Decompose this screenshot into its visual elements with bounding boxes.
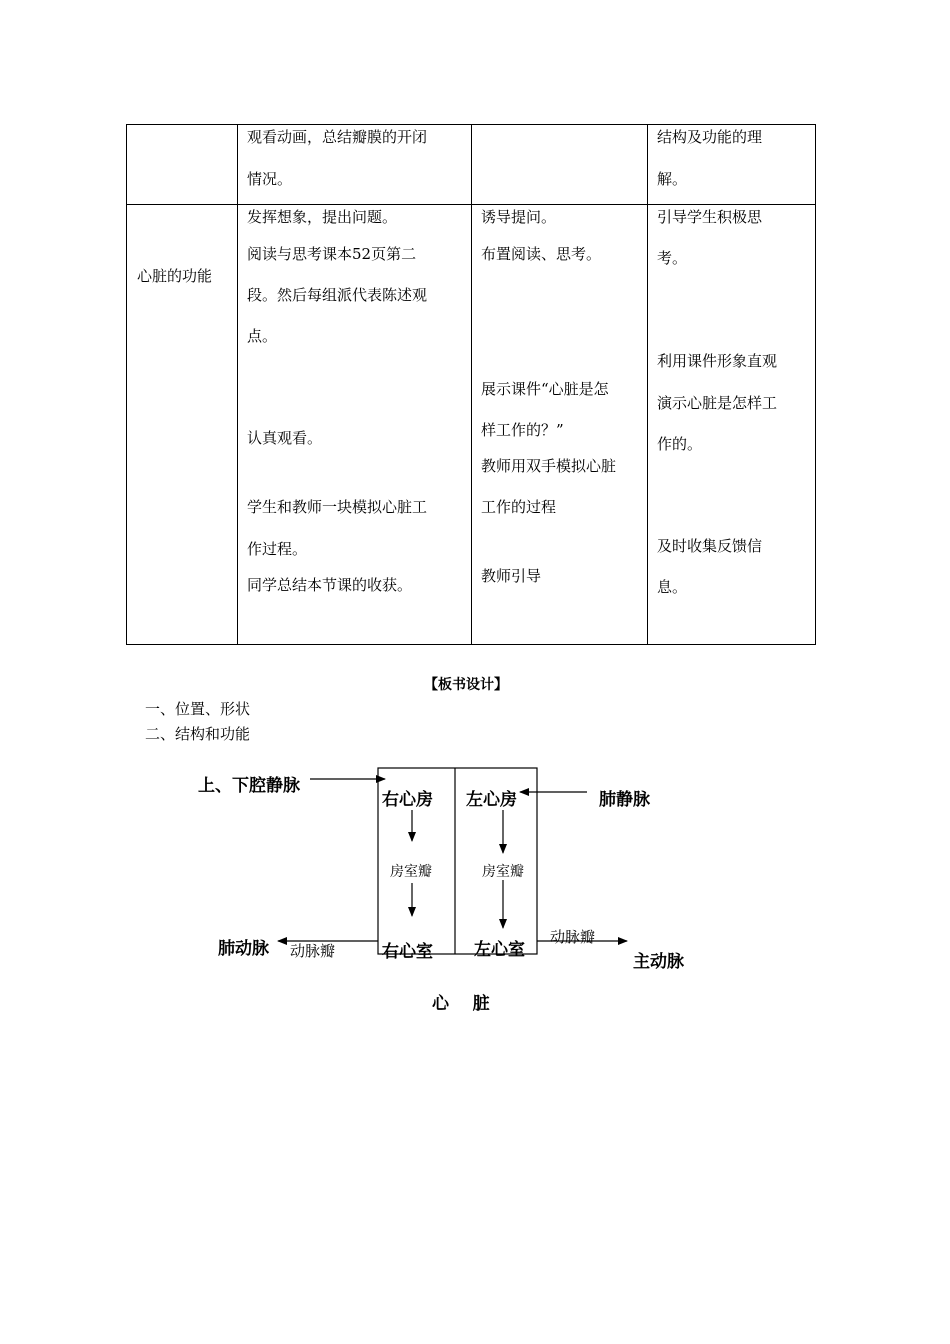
row1-intent-line2: 解。 [657,170,688,188]
row2-intent-line3: 利用课件形象直观 [657,352,778,370]
label-vena-cava: 上、下腔静脉 [198,776,300,796]
row2-teacher-line2: 布置阅读、思考。 [481,245,602,263]
row2-teacher-line7: 教师引导 [481,567,542,585]
label-left-ventricle: 左心室 [474,940,525,960]
row2-teacher-line3: 展示课件“心脏是怎 [481,380,609,398]
row1-activity-line1: 观看动画，总结瓣膜的开闭 [247,128,428,146]
row2-topic: 心脏的功能 [137,267,213,285]
row2-intent-line5: 作的。 [657,435,703,453]
row2-teacher-line5: 教师用双手模拟心脏 [481,457,617,475]
board-item-2: 二、结构和功能 [145,725,251,743]
table-border-right [815,124,816,645]
diagram-caption: 心 脏 [432,994,490,1014]
row2-student-line7: 作过程。 [247,540,308,558]
table-border-left [126,124,127,645]
table-col-divider-2 [471,124,472,645]
row2-teacher-line6: 工作的过程 [481,498,557,516]
row1-intent-line1: 结构及功能的理 [657,128,763,146]
label-av-valve-right: 房室瓣 [390,864,432,880]
row2-teacher-line1: 诱导提问。 [481,208,557,226]
table-col-divider-3 [647,124,648,645]
board-heading: 【板书设计】 [424,677,508,693]
row2-student-line1: 发挥想象，提出问题。 [247,208,398,226]
row2-intent-line6: 及时收集反馈信 [657,537,763,555]
row2-intent-line1: 引导学生积极思 [657,208,763,226]
row2-student-line4: 点。 [247,327,278,345]
label-arterial-valve-left: 动脉瓣 [290,942,336,960]
label-aorta: 主动脉 [633,952,684,972]
row2-student-line2: 阅读与思考课本52页第二 [247,245,417,263]
row1-activity-line2: 情况。 [247,170,293,188]
row2-intent-line2: 考。 [657,249,688,267]
label-right-atrium: 右心房 [382,790,433,810]
row2-intent-line7: 息。 [657,578,688,596]
table-col-divider-1 [237,124,238,645]
row2-student-line3: 段。然后每组派代表陈述观 [247,286,428,304]
label-left-atrium: 左心房 [466,790,517,810]
row2-student-line8: 同学总结本节课的收获。 [247,576,413,594]
row2-student-line5: 认真观看。 [247,429,323,447]
label-av-valve-left: 房室瓣 [482,864,524,880]
row2-teacher-line4: 样工作的？” [481,421,564,439]
board-item-1: 一、位置、形状 [145,700,251,718]
row2-student-line6: 学生和教师一块模拟心脏工 [247,498,428,516]
label-pulmonary-vein: 肺静脉 [599,790,650,810]
label-arterial-valve-right: 动脉瓣 [550,928,596,946]
row2-intent-line4: 演示心脏是怎样工 [657,394,778,412]
label-pulmonary-artery: 肺动脉 [218,939,269,959]
label-right-ventricle: 右心室 [382,942,433,962]
